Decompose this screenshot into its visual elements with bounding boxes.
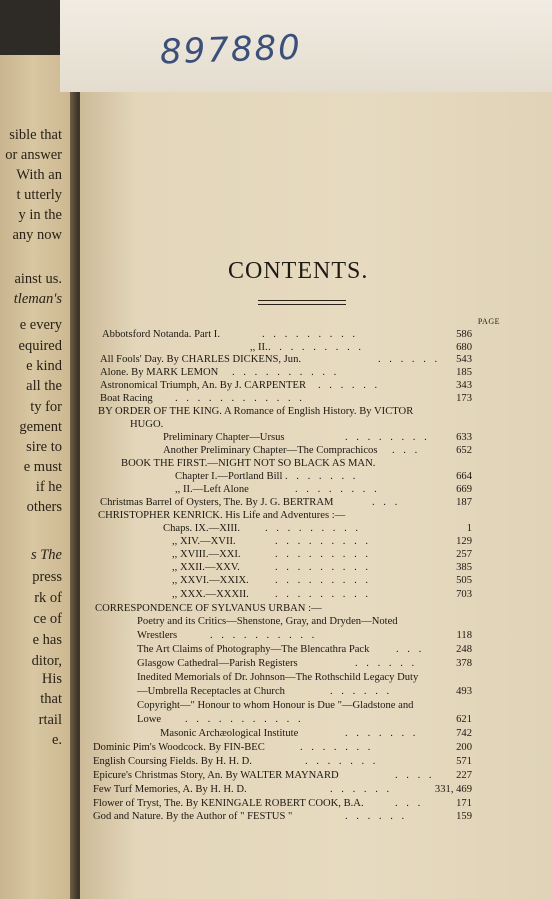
heading-rule [258,300,346,305]
toc-entry-title: BY ORDER OF THE KING. A Romance of English History. By VICTOR [98,406,414,417]
toc-entry-page: 680 [456,342,472,353]
toc-entry-title: ,, XXII.—XXV. [172,562,240,573]
toc-entry-page: 173 [456,393,472,404]
toc-entry-page: 505 [456,575,472,586]
toc-entry-title: HUGO. [130,419,164,430]
toc-entry-page: 664 [456,471,472,482]
left-page-text-fragment: sible that [9,127,62,143]
toc-entry-title: ,, II.—Left Alone [175,484,249,495]
left-page-text-fragment: e kind [26,358,62,374]
toc-entry-title: CORRESPONDENCE OF SYLVANUS URBAN :— [95,603,322,614]
toc-entry-page: 171 [456,798,472,809]
toc-entry-leader: . . . . . . . . [295,484,380,495]
handwritten-number: 897880 [159,27,303,73]
toc-entry-leader: . . . . . . . . [345,432,430,443]
toc-entry-leader: . . . . . . . . . [268,342,365,353]
toc-entry-title: Chapter I.—Portland Bill [175,471,283,482]
toc-entry-page: 248 [456,644,472,655]
toc-entry-page: 378 [456,658,472,669]
toc-entry-page: 669 [456,484,472,495]
toc-entry-title: God and Nature. By the Author of " FESTUS " [93,811,293,822]
toc-entry-title: Few Turf Memories, A. By H. H. D. [93,784,247,795]
toc-entry-page: 543 [456,354,472,365]
left-page-text-fragment: that [40,691,62,707]
toc-entry-page: 652 [456,445,472,456]
left-page-text-fragment: rk of [34,590,62,606]
left-page-text-fragment: rtail [38,712,62,728]
toc-entry-leader: . . . [392,445,421,456]
toc-entry-leader: . . . . . . . . . [275,549,372,560]
toc-entry-leader: . . . . . . . . . [265,523,362,534]
page-column-label: PAGE [477,317,500,326]
toc-entry-leader: . . . . . . [330,686,393,697]
toc-entry-page: 200 [456,742,472,753]
toc-entry-page: 187 [456,497,472,508]
toc-entry-page: 129 [456,536,472,547]
left-page-text-fragment: e every [19,317,62,333]
toc-entry-title: Preliminary Chapter—Ursus [163,432,285,443]
toc-entry-title: Lowe [137,714,162,725]
toc-entry-title: BOOK THE FIRST.—NIGHT NOT SO BLACK AS MAN. [121,458,376,469]
toc-entry-leader: . . . . . . [318,380,381,391]
left-page-text-fragment: With an [16,167,62,183]
toc-entry-leader: . . . . . . [330,784,393,795]
left-page-text-fragment: ce of [33,611,62,627]
toc-entry-leader: . . . . . . [378,354,441,365]
toc-entry-title: Christmas Barrel of Oysters, The. By J. G. BERTRAM [100,497,334,508]
toc-entry-page: 118 [456,630,472,641]
toc-entry-leader: . . . . . . [345,811,408,822]
toc-entry-leader: . . . . . . . [285,471,359,482]
toc-entry-title: Glasgow Cathedral—Parish Registers [137,658,298,669]
toc-entry-title: Boat Racing [100,393,153,404]
toc-entry-title: ,, XXX.—XXXII. [172,589,249,600]
toc-entry-title: ,, XIV.—XVII. [172,536,236,547]
toc-entry-title: Copyright—" Honour to whom Honour is Due "—Gladstone and [137,700,414,711]
toc-entry-page: 331, 469 [434,784,472,795]
toc-entry-leader: . . . . . . . . . . . . [175,393,305,404]
toc-entry-page: 227 [456,770,472,781]
toc-entry-title: Inedited Memorials of Dr. Johnson—The Rothschild Legacy Duty [137,672,419,683]
toc-entry-title: Masonic Archæological Institute [160,728,299,739]
toc-entry-title: Epicure's Christmas Story, An. By WALTER MAYNARD [93,770,339,781]
toc-entry-title: All Fools' Day. By CHARLES DICKENS, Jun. [100,354,302,365]
toc-entry-title: Another Preliminary Chapter—The Comprachicos [163,445,378,456]
toc-entry-title: Chaps. IX.—XIII. [163,523,241,534]
left-page-text-fragment: others [26,499,62,515]
toc-entry-leader: . . . [372,497,401,508]
left-page-text-fragment: any now [12,227,62,243]
toc-entry-title: English Coursing Fields. By H. H. D. [93,756,252,767]
left-page-text-fragment: ty for [30,399,62,415]
left-page-text-fragment: gement [19,419,62,435]
toc-entry-leader: . . . . [395,770,435,781]
left-page-text-fragment: y in the [18,207,62,223]
left-page-text-fragment: or answer [5,147,62,163]
toc-entry-title: Dominic Pim's Woodcock. By FIN-BEC [93,742,265,753]
toc-entry-leader: . . . . . . . . . [275,562,372,573]
left-page-text-fragment: tleman's [13,291,62,307]
toc-entry-title: CHRISTOPHER KENRICK. His Life and Adventures :— [98,510,346,521]
toc-entry-page: 343 [456,380,472,391]
toc-entry-leader: . . . . . . . . . [262,329,359,340]
left-page-text-fragment: all the [26,378,62,394]
toc-entry-leader: . . . [395,798,424,809]
toc-entry-title: Abbotsford Notanda. Part I. [102,329,220,340]
toc-entry-page: 385 [456,562,472,573]
toc-entry-page: 257 [456,549,472,560]
top-strip [60,0,552,92]
left-page-text-fragment: ainst us. [14,271,62,287]
left-page-text-fragment: t utterly [16,187,62,203]
toc-entry-title: —Umbrella Receptacles at Church [137,686,285,697]
toc-entry-page: 1 [466,523,472,534]
toc-entry-leader: . . . . . . . . . . [210,630,318,641]
toc-entry-leader: . . . . . . [355,658,418,669]
toc-entry-leader: . . . . . . . [305,756,379,767]
left-page-text-fragment: His [41,671,62,687]
left-page-text-fragment: if he [35,479,62,495]
toc-entry-page: 621 [456,714,472,725]
left-page-text-fragment: s The [30,547,62,563]
toc-entry-title: ,, XVIII.—XXI. [172,549,241,560]
toc-entry-page: 185 [456,367,472,378]
left-page-text-fragment: equired [18,338,62,354]
toc-entry-leader: . . . . . . . . . . . [185,714,304,725]
toc-entry-page: 493 [456,686,472,697]
toc-entry-leader: . . . . . . . [345,728,419,739]
left-page-text-fragment: press [32,569,62,585]
toc-entry-title: The Art Claims of Photography—The Blencathra Pack [137,644,370,655]
toc-entry-leader: . . . . . . . . . [275,589,372,600]
toc-entry-title: Poetry and its Critics—Shenstone, Gray, and Dryden—Noted [137,616,398,627]
toc-entry-leader: . . . . . . . [300,742,374,753]
toc-entry-page: 159 [456,811,472,822]
toc-entry-page: 703 [456,589,472,600]
left-page-text-fragment: sire to [26,439,62,455]
toc-entry-leader: . . . . . . . . . [275,536,372,547]
left-page-text-fragment: ditor, [31,653,62,669]
toc-entry-title: Alone. By MARK LEMON [100,367,219,378]
left-page-text-fragment: e has [32,632,62,648]
left-page-text-fragment: e must [23,459,62,475]
toc-entry-title: ,, XXVI.—XXIX. [172,575,249,586]
toc-entry-leader: . . . . . . . . . . [232,367,340,378]
contents-heading: CONTENTS. [228,258,369,284]
toc-entry-page: 742 [456,728,472,739]
toc-entry-leader: . . . [396,644,425,655]
toc-entry-title: Wrestlers [137,630,178,641]
toc-entry-page: 633 [456,432,472,443]
toc-entry-page: 571 [456,756,472,767]
toc-entry-title: Flower of Tryst, The. By KENINGALE ROBERT COOK, B.A. [93,798,364,809]
toc-entry-title: Astronomical Triumph, An. By J. CARPENTER [100,380,307,391]
toc-entry-leader: . . . . . . . . . [275,575,372,586]
left-page-text-fragment: e. [51,732,62,748]
toc-entry-title: ,, II. [250,342,268,353]
toc-entry-page: 586 [456,329,472,340]
